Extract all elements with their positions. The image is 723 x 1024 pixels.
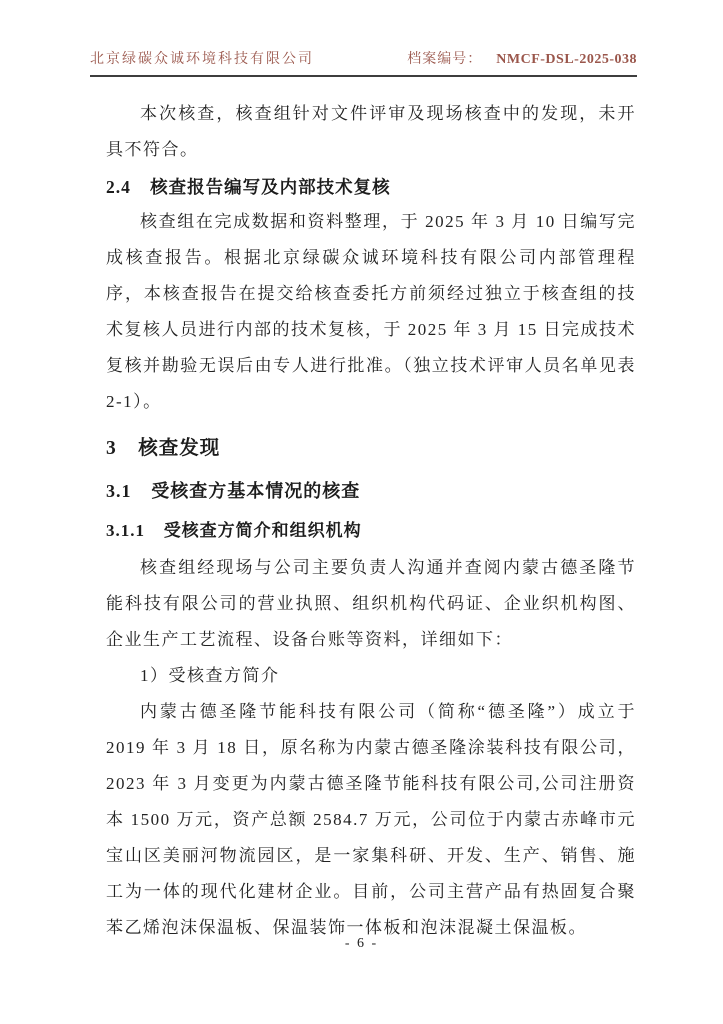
paragraph-documents-reviewed: 核查组经现场与公司主要负责人沟通并查阅内蒙古德圣隆节能科技有限公司的营业执照、组织机构代码证、企业织机构图、企业生产工艺流程、设备台账等资料，详细如下： xyxy=(106,558,636,649)
section-heading-3-1 xyxy=(106,470,636,512)
section-heading-3 xyxy=(106,428,636,470)
archive-number: NMCF-DSL-2025-038 xyxy=(496,52,637,67)
archive-number-label: 档案编号： xyxy=(407,52,483,67)
section-title: 核查发现 xyxy=(138,438,221,459)
page-header xyxy=(90,48,637,77)
document-body xyxy=(106,96,636,946)
section-heading-2-4 xyxy=(106,170,636,204)
list-item-company-intro: 1）受核查方简介 xyxy=(140,666,280,685)
section-title: 受核查方简介和组织机构 xyxy=(163,521,362,540)
section-number: 3.1.1 xyxy=(106,521,145,540)
company-name: 北京绿碳众诚环境科技有限公司 xyxy=(90,52,314,67)
section-title: 受核查方基本情况的核查 xyxy=(151,481,361,501)
section-number: 3.1 xyxy=(106,481,132,501)
section-heading-3-1-1 xyxy=(106,512,636,550)
section-number: 2.4 xyxy=(106,177,131,197)
section-number: 3 xyxy=(106,438,117,459)
page-number: - 6 - xyxy=(344,936,379,951)
paragraph-report-writing-review: 核查组在完成数据和资料整理，于 2025 年 3 月 10 日编写完成核查报告。根据北京绿碳众诚环境科技有限公司内部管理程序，本核查报告在提交给核查委托方前须经过独立于核查组的技术复核人员进行内部的技术复核，于 2025 年 3 月 15 日完成技术复核并勘验无误后由专人进行批准。（独立技术评审人员名单见表 2-1）。 xyxy=(106,212,636,411)
paragraph-company-profile: 内蒙古德圣隆节能科技有限公司（简称“德圣隆”）成立于 2019 年 3 月 18 日，原名称为内蒙古德圣隆涂装科技有限公司，2023 年 3 月变更为内蒙古德圣隆节能科技有限公司,公司注册资本 1500 万元，资产总额 2584.7 万元，公司位于内蒙古赤峰市元宝山区美丽河物流园区，是一家集科研、开发、生产、销售、施工为一体的现代化建材企业。目前，公司主营产品有热固复合聚苯乙烯泡沫保温板、保温装饰一体板和泡沫混凝土保温板。 xyxy=(106,702,636,937)
paragraph-no-nonconformity: 本次核查，核查组针对文件评审及现场核查中的发现，未开具不符合。 xyxy=(106,104,636,159)
archive-number-group xyxy=(407,48,637,68)
section-title: 核查报告编写及内部技术复核 xyxy=(150,177,391,197)
